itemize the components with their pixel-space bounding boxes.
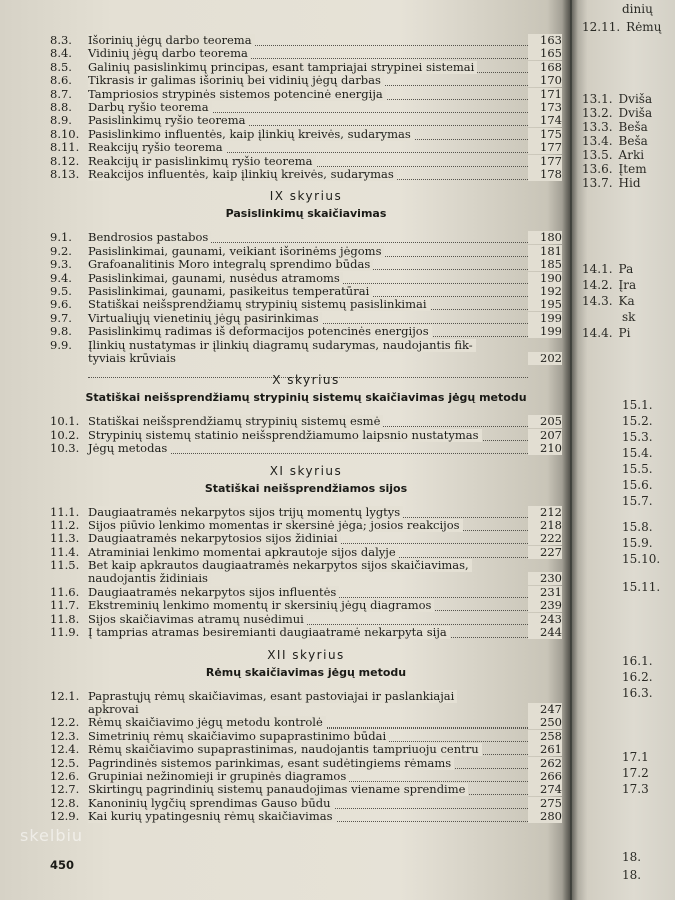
toc-entry-page: 180 (528, 231, 562, 244)
chapter-10-title: Statiškai neišsprendžiamų strypinių sistemų skaičiavimas jėgų metodu (85, 391, 527, 405)
right-page-fragment (582, 2, 653, 16)
toc-entry-title: Pasislinkimų ryšio teorema (88, 114, 249, 127)
toc-entry-title: Jėgų metodas (88, 442, 170, 455)
toc-entry-page: 218 (528, 519, 562, 532)
toc-entry-page: 274 (528, 783, 562, 796)
right-page-fragment (582, 92, 652, 106)
right-page-text: sk (622, 310, 636, 324)
toc-entry-page: 199 (528, 312, 562, 325)
toc-entry-number: 12.5. (50, 755, 80, 770)
right-page-fragment (622, 462, 659, 476)
toc-entry-number: 8.4. (50, 46, 72, 61)
toc-entry-number: 12.9. (50, 809, 80, 824)
toc-entry-number: 9.8. (50, 324, 72, 339)
toc-entry-title: Grupiniai nežinomieji ir grupinės diagramos (88, 770, 349, 783)
toc-entry-title: Paprastųjų rėmų skaičiavimas, esant pastoviajai ir paslankiajai (88, 690, 457, 703)
toc-entry-title: Pasislinkimai, gaunami, nusėdus atramoms (88, 272, 343, 285)
toc-entry-number: 8.8. (50, 100, 72, 114)
right-page-number: 13.2. (582, 106, 613, 120)
toc-entry-number: 8.9. (50, 113, 72, 128)
page-number: 450 (50, 858, 75, 872)
right-page-number: 13.7. (582, 176, 613, 190)
right-page-text: Beša (618, 120, 648, 134)
chapter-9-label: IX skyrius (269, 189, 343, 204)
right-page-fragment (582, 134, 648, 148)
toc-entry-number: 12.7. (50, 782, 80, 797)
toc-entry-title: Rėmų skaičiavimo jėgų metodu kontrolė (88, 716, 326, 729)
right-page-number: 15.2. (622, 414, 653, 428)
toc-entry-page: 177 (528, 155, 562, 168)
toc-entry-number: 11.7. (50, 598, 80, 613)
toc-entry-title: Virtualiųjų vienetinių jėgų pasirinkimas (88, 312, 322, 325)
right-page-number: 15.11. (622, 580, 661, 594)
toc-entry-page: 247 (528, 703, 562, 716)
right-page-fragment (622, 398, 659, 412)
right-page-text: Beša (618, 134, 648, 148)
toc-entry-page: 185 (528, 258, 562, 271)
right-page-number: 13.6. (582, 162, 613, 176)
toc-entry-page: 168 (528, 61, 562, 74)
toc-entry-title: Į tamprias atramas besiremianti daugiaatramė nekarpyta sija (88, 626, 450, 639)
toc-entry-number: 9.4. (50, 270, 72, 285)
right-page-number: 16.2. (622, 670, 653, 684)
right-page-fragment (622, 580, 666, 594)
toc-entry-page: 231 (528, 586, 562, 599)
toc-entry-page: 212 (528, 506, 562, 519)
book-gutter (562, 0, 578, 900)
toc-entry-page: 192 (528, 285, 562, 298)
right-page-text: Ka (618, 294, 635, 308)
toc-entry-number: 10.1. (50, 414, 80, 429)
right-page-number: 14.4. (582, 326, 613, 340)
toc-entry-title: Tampriosios strypinės sistemos potencinė energija (88, 88, 386, 101)
toc-entry-number: 9.6. (50, 297, 72, 312)
right-page-number: 15.10. (622, 552, 661, 566)
toc-entry-title: Pagrindinės sistemos parinkimas, esant sudėtingiems rėmams (88, 757, 454, 770)
toc-entry-title: Statiškai neišsprendžiamų strypinių sistemų esmė (88, 415, 383, 428)
toc-entry-title: Skirtingų pagrindinių sistemų panaudojimas viename sprendime (88, 783, 468, 796)
toc-entry-title: Bet kaip apkrautos daugiaatramės nekarpytos sijos skaičiavimas, (88, 559, 472, 572)
right-page-number: 13.5. (582, 148, 613, 162)
toc-entry-page: 280 (528, 810, 562, 823)
toc-entry-number: 8.5. (50, 59, 72, 74)
toc-entry-page: 202 (528, 352, 562, 365)
toc-entry-number: 12.8. (50, 795, 80, 810)
toc-entry-title: Statiškai neišsprendžiamų strypinių sistemų pasislinkimai (88, 298, 430, 311)
right-page-number: 16.3. (622, 686, 653, 700)
toc-entry-title: Daugiaatramės nekarpytos sijos influentės (88, 586, 339, 599)
right-page-fragment (582, 162, 647, 176)
toc-entry-number: 11.8. (50, 611, 80, 626)
right-page-text: Rėmų (626, 20, 662, 34)
toc-entry (50, 690, 562, 718)
toc-entry-page: 195 (528, 298, 562, 311)
toc-entry-number: 12.1. (50, 688, 80, 703)
toc-entry-page: 275 (528, 797, 562, 810)
toc-entry-page: 230 (528, 572, 562, 585)
toc-entry-number: 8.13. (50, 167, 80, 181)
right-page-text: Įtem (618, 162, 647, 176)
toc-entry-title: Pasislinkimai, gaunami, veikiant išorinėms jėgoms (88, 245, 384, 258)
toc-entry-number: 11.3. (50, 531, 80, 546)
right-page-fragment (622, 766, 655, 780)
toc-entry-page: 165 (528, 47, 562, 60)
right-page-fragment (622, 670, 659, 684)
toc-entry-title: Galinių pasislinkimų principas, esant tampriajai strypinei sistemai (88, 61, 477, 74)
right-page-number: 17.2 (622, 766, 649, 780)
right-page-fragment (622, 430, 659, 444)
toc-entry-number: 11.2. (50, 518, 80, 532)
right-page-fragment (622, 552, 666, 566)
right-page-number: 13.4. (582, 134, 613, 148)
right-page-fragment (582, 148, 644, 162)
right-page-text: Arki (618, 148, 645, 162)
right-page-text: Dviša (618, 106, 653, 120)
chapter-12-title: Rėmų skaičiavimas jėgų metodu (205, 665, 407, 679)
toc-entry (50, 559, 562, 587)
toc-entry-number: 8.7. (50, 86, 72, 101)
right-page (572, 0, 675, 900)
toc-entry-title: Vidinių jėgų darbo teorema (88, 47, 251, 60)
chapter-10-label: X skyrius (272, 373, 340, 388)
right-page-number: 15.3. (622, 430, 653, 444)
toc-entry-title: Strypinių sistemų statinio neišsprendžiamumo laipsnio nustatymas (88, 429, 482, 442)
right-page-fragment (582, 176, 641, 190)
toc-entry (50, 810, 562, 824)
toc-entry-title-continued: apkrovai (88, 703, 142, 716)
toc-entry-page: 205 (528, 415, 562, 428)
toc-entry-number: 9.7. (50, 310, 72, 325)
right-page-text: Pi (618, 326, 631, 340)
toc-entry-number: 9.1. (50, 230, 72, 245)
right-page-fragment (622, 750, 655, 764)
toc-entry-page: 163 (528, 34, 562, 47)
toc-entry-number: 11.6. (50, 585, 80, 599)
toc-entry-page: 181 (528, 245, 562, 258)
right-page-number: 14.2. (582, 278, 613, 292)
toc-entry-number: 8.12. (50, 153, 80, 168)
right-page-fragment (582, 294, 635, 308)
toc-entry-number: 9.5. (50, 284, 72, 298)
right-page-number: 15.9. (622, 536, 653, 550)
toc-entry-title: Darbų ryšio teorema (88, 101, 212, 114)
toc-entry-page: 222 (528, 532, 562, 545)
toc-entry-title-continued: naudojantis židiniais (88, 572, 211, 585)
right-page-fragment (622, 536, 659, 550)
right-page-fragment (622, 782, 655, 796)
toc-entry-number: 11.4. (50, 544, 80, 559)
right-page-fragment (582, 262, 633, 276)
toc-entry-title: Reakcijos influentės, kaip įlinkių kreivės, sudarymas (88, 168, 397, 181)
watermark-logo: skelbiu (20, 826, 84, 845)
right-page-fragment (622, 686, 659, 700)
toc-entry-number: 12.2. (50, 715, 80, 730)
right-page-fragment (622, 850, 647, 864)
toc-entry-title-continued: tyviais krūviais (88, 352, 179, 365)
toc-entry-title: Pasislinkimų radimas iš deformacijos potencinės energijos (88, 325, 432, 338)
toc-entry-title: Atraminiai lenkimo momentai apkrautoje sijos dalyje (88, 546, 399, 559)
toc-entry-number: 9.9. (50, 337, 72, 352)
toc-entry-number: 12.6. (50, 769, 80, 783)
toc-entry-page: 244 (528, 626, 562, 639)
toc-entry-title: Įlinkių nustatymas ir įlinkių diagramų sudarymas, naudojantis fik- (88, 339, 476, 352)
right-page-fragment (622, 654, 659, 668)
toc-entry-title: Grafoanalitinis Moro integralų sprendimo būdas (88, 258, 373, 271)
right-page-number: 15.1. (622, 398, 653, 412)
toc-entry-title: Bendrosios pastabos (88, 231, 211, 244)
right-page-fragment (622, 446, 659, 460)
right-page-number: 15.8. (622, 520, 653, 534)
toc-entry-title: Pasislinkimai, gaunami, pasikeitus temperatūrai (88, 285, 372, 298)
toc-entry-number: 10.3. (50, 441, 80, 456)
right-page-number: 16.1. (622, 654, 653, 668)
toc-entry-title: Daugiaatramės nekarpytos sijos trijų momentų lygtys (88, 506, 403, 519)
right-page-fragment (582, 20, 661, 34)
toc-entry-title: Sijos piūvio lenkimo momentas ir skersinė jėga; josios reakcijos (88, 519, 463, 532)
toc-entry-number: 11.1. (50, 504, 80, 519)
toc-entry-title: Reakcijų ir pasislinkimų ryšio teorema (88, 155, 316, 168)
right-page-number: 15.5. (622, 462, 653, 476)
toc-entry-page: 239 (528, 599, 562, 612)
toc-entry-page: 171 (528, 88, 562, 101)
toc-entry-title: Kai kurių ypatingesnių rėmų skaičiavimas (88, 810, 336, 823)
toc-entry-number: 8.6. (50, 73, 72, 88)
toc-entry-number: 9.2. (50, 243, 72, 258)
chapter-12-label: XII skyrius (267, 647, 345, 662)
toc-entry-number: 11.9. (50, 625, 80, 640)
right-page-fragment (582, 310, 635, 324)
right-page-text: Pa (618, 262, 634, 276)
toc-entry-page: 175 (528, 128, 562, 141)
toc-entry-title: Tikrasis ir galimas išorinių bei vidinių jėgų darbas (88, 74, 384, 87)
right-page-number: 17.1 (622, 750, 649, 764)
right-page-number: 14.3. (582, 294, 613, 308)
toc-entry-number: 8.10. (50, 126, 80, 141)
toc-entry-page: 173 (528, 101, 562, 114)
toc-entry-number: 12.3. (50, 728, 80, 743)
right-page-number: 15.4. (622, 446, 653, 460)
toc-entry-number: 8.3. (50, 33, 72, 47)
right-page-number: 18. (622, 868, 642, 882)
toc-entry (50, 168, 562, 182)
toc-entry-page: 207 (528, 429, 562, 442)
toc-entry-page: 243 (528, 613, 562, 626)
toc-entry-title: Išorinių jėgų darbo teorema (88, 34, 255, 47)
right-page-fragment (622, 868, 647, 882)
toc-entry-number: 9.3. (50, 257, 72, 272)
right-page-number: 13.3. (582, 120, 613, 134)
right-page-number: 15.7. (622, 494, 653, 508)
toc-entry-page: 227 (528, 546, 562, 559)
right-page-fragment (582, 120, 648, 134)
toc-entry-page: 170 (528, 74, 562, 87)
toc-entry-title: Pasislinkimo influentės, kaip įlinkių kreivės, sudarymas (88, 128, 414, 141)
right-page-number: 15.6. (622, 478, 653, 492)
right-page-fragment (622, 494, 659, 508)
right-page-fragment (622, 520, 659, 534)
right-page-fragment (582, 106, 652, 120)
right-page-fragment (622, 478, 659, 492)
toc-entry-page: 250 (528, 716, 562, 729)
right-page-number: 14.1. (582, 262, 613, 276)
toc-entry-page: 178 (528, 168, 562, 181)
toc-entry-number: 11.5. (50, 558, 80, 573)
toc-entry (50, 626, 562, 640)
toc-entry-title: Simetrinių rėmų skaičiavimo supaprastinimo būdai (88, 730, 389, 743)
toc-entry-title: Sijos skaičiavimas atramų nusėdimui (88, 613, 307, 626)
right-page-number: 12.11. (582, 20, 621, 34)
toc-entry-number: 8.11. (50, 140, 80, 155)
toc-entry-page: 258 (528, 730, 562, 743)
toc-entry-page: 210 (528, 442, 562, 455)
toc-entry-page: 190 (528, 272, 562, 285)
right-page-fragment (622, 414, 659, 428)
toc-entry-title: Daugiaatramės nekarpytosios sijos židiniai (88, 532, 341, 545)
toc-entry-title: Ekstreminių lenkimo momentų ir skersinių jėgų diagramos (88, 599, 434, 612)
toc-entry-page: 174 (528, 114, 562, 127)
right-page-text: Įra (618, 278, 637, 292)
right-page-text: Dviša (618, 92, 653, 106)
right-page-number: 13.1. (582, 92, 613, 106)
toc-entry-page: 177 (528, 141, 562, 154)
toc-entry-title: Rėmų skaičiavimo supaprastinimas, naudojantis tampriuoju centru (88, 743, 482, 756)
toc-entry-number: 10.2. (50, 427, 80, 442)
toc-entry-page: 199 (528, 325, 562, 338)
right-page-fragment (582, 326, 630, 340)
toc-entry-title: Reakcijų ryšio teorema (88, 141, 226, 154)
toc-entry-page: 266 (528, 770, 562, 783)
toc-entry-title: Kanoninių lygčių sprendimas Gauso būdu (88, 797, 334, 810)
toc-entry-page: 262 (528, 757, 562, 770)
right-page-fragment (582, 278, 636, 292)
right-page-text: dinių (622, 2, 653, 16)
toc-entry (50, 339, 562, 367)
chapter-9-title: Pasislinkimų skaičiavimas (225, 207, 387, 221)
chapter-11-label: XI skyrius (269, 463, 343, 478)
right-page-text: Hid (618, 176, 641, 190)
toc-entry-page: 261 (528, 743, 562, 756)
chapter-11-title: Statiškai neišsprendžiamos sijos (204, 481, 408, 495)
right-page-number: 17.3 (622, 782, 649, 796)
toc-entry (50, 442, 562, 456)
right-page-number: 18. (622, 850, 642, 864)
toc-entry-number: 12.4. (50, 742, 80, 757)
